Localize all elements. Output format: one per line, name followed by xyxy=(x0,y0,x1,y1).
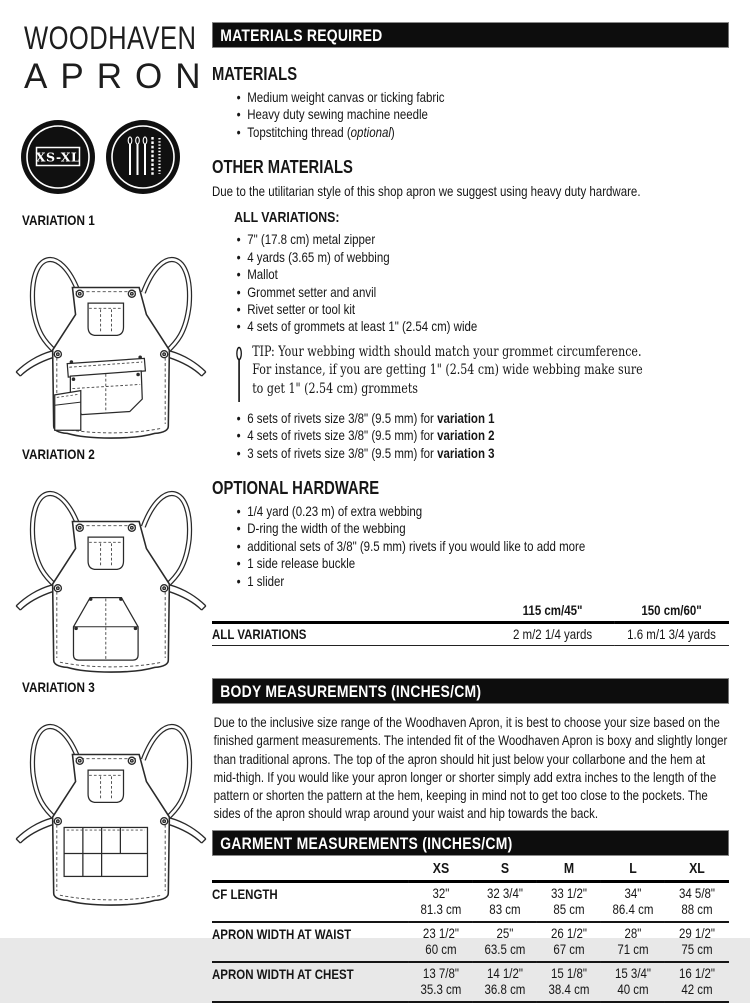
size-range-badge xyxy=(20,119,96,195)
measurement-cell: 16 1/2" 42 cm xyxy=(665,962,729,1002)
measurement-cell: 26 1/2" 67 cm xyxy=(537,922,601,962)
measurement-cell: 34" 86.4 cm xyxy=(601,882,665,923)
yardage-cell: 1.6 m/1 3/4 yards xyxy=(614,623,729,646)
measurement-cell: 23 1/2" 60 cm xyxy=(409,922,473,962)
size-column-header: XS xyxy=(409,858,473,882)
tip-note xyxy=(234,343,729,404)
measurement-cell: 29 1/2" 75 cm xyxy=(665,922,729,962)
variation-3-label: VARIATION 3 xyxy=(22,679,95,695)
list-item: • Medium weight canvas or ticking fabric xyxy=(237,89,729,106)
measurement-cell: 15 1/8" 38.4 cm xyxy=(537,962,601,1002)
size-column-header: XL xyxy=(665,858,729,882)
measurement-cell: 33 1/2" 85 cm xyxy=(537,882,601,923)
variation-1-label: VARIATION 1 xyxy=(22,212,95,228)
rivet-list xyxy=(212,410,729,462)
variation-1-figure xyxy=(12,212,214,444)
list-item: • Grommet setter and anvil xyxy=(237,284,729,301)
variation-2-figure xyxy=(12,446,214,678)
measurement-row-label: APRON WIDTH AT WAIST xyxy=(212,922,409,962)
materials-required-header: MATERIALS REQUIRED xyxy=(212,22,729,48)
garment-measurements-header: GARMENT MEASUREMENTS (INCHES/CM) xyxy=(212,830,729,856)
list-item: • 3 sets of rivets size 3/8" (9.5 mm) for variation 3 xyxy=(237,445,729,462)
fabric-requirements-table xyxy=(212,600,729,646)
fabric-row-label: ALL VARIATIONS xyxy=(212,623,491,646)
garment-measurements-table xyxy=(212,858,729,1003)
list-item: • additional sets of 3/8" (9.5 mm) rivets if you would like to add more xyxy=(237,538,729,555)
instructions-column xyxy=(212,22,729,1003)
needle-icon xyxy=(234,346,244,404)
size-range-label: XS-XL xyxy=(35,149,81,165)
title-line2: APRON xyxy=(24,57,214,96)
apron-drawing-variation-3 xyxy=(12,697,210,911)
list-item: • 1 slider xyxy=(237,573,729,590)
table-header-row xyxy=(212,600,729,623)
measurement-row-label: CF LENGTH xyxy=(212,882,409,923)
list-item: • 4 yards (3.65 m) of webbing xyxy=(237,249,729,266)
size-column-header: M xyxy=(537,858,601,882)
variation-2-label: VARIATION 2 xyxy=(22,446,95,462)
measurement-cell: 32" 81.3 cm xyxy=(409,882,473,923)
all-variations-heading: ALL VARIATIONS: xyxy=(234,209,340,227)
list-item: • 1/4 yard (0.23 m) of extra webbing xyxy=(237,503,729,520)
measurement-row-label: APRON WIDTH AT CHEST xyxy=(212,962,409,1002)
list-item: • D-ring the width of the webbing xyxy=(237,520,729,537)
body-measurements-paragraph: Due to the inclusive size range of the Woodhaven Apron, it is best to choose your size based on the finished garment measurements. The intended fit of the Woodhaven Apron is boxy and slightly longer than traditional aprons. The top of the apron should hit just below your collarbone and the hem at mid-thigh. If you would like your apron longer or shorter simply add extra inches to the length of the pattern or shorten the pattern at the hem, keeping in mind not to get too close to the pockets. The sides of the apron should wrap around your waist and hip towards the back. xyxy=(213,714,728,822)
apron-drawing-variation-2 xyxy=(12,464,210,678)
page-title xyxy=(24,20,239,97)
optional-hardware-list xyxy=(212,503,729,590)
table-row xyxy=(212,623,729,646)
size-column-header: L xyxy=(601,858,665,882)
list-item: • Heavy duty sewing machine needle xyxy=(237,106,729,123)
list-item: • Mallot xyxy=(237,266,729,283)
grid-pocket xyxy=(64,827,147,876)
list-item: • 4 sets of rivets size 3/8" (9.5 mm) for variation 2 xyxy=(237,427,729,444)
list-item: • Rivet setter or tool kit xyxy=(237,301,729,318)
list-item: • 6 sets of rivets size 3/8" (9.5 mm) for variation 1 xyxy=(237,410,729,427)
apron-drawing-variation-1 xyxy=(12,230,210,444)
badges xyxy=(20,119,181,195)
fabric-width-column-header: 150 cm/60" xyxy=(614,600,729,623)
body-measurements-header: BODY MEASUREMENTS (INCHES/CM) xyxy=(212,678,729,704)
size-header-row xyxy=(212,858,729,882)
materials-list xyxy=(212,89,729,141)
side-pocket xyxy=(55,391,81,431)
list-item: • 1 side release buckle xyxy=(237,555,729,572)
measurement-cell: 34 5/8" 88 cm xyxy=(665,882,729,923)
measurement-cell: 15 3/4" 40 cm xyxy=(601,962,665,1002)
other-materials-intro: Due to the utilitarian style of this shop apron we suggest using heavy duty hardware. xyxy=(212,183,641,200)
list-item: • Topstitching thread (optional) xyxy=(237,124,729,141)
list-item: • 4 sets of grommets at least 1" (2.54 cm) wide xyxy=(237,318,729,335)
materials-heading: MATERIALS xyxy=(212,64,298,84)
measurement-cell: 28" 71 cm xyxy=(601,922,665,962)
yardage-cell: 2 m/2 1/4 yards xyxy=(491,623,614,646)
sewing-needles-icon xyxy=(105,119,181,195)
size-column-header: S xyxy=(473,858,537,882)
measurement-cell: 32 3/4" 83 cm xyxy=(473,882,537,923)
all-variations-list xyxy=(212,231,729,335)
table-row xyxy=(212,922,729,962)
tip-text: TIP: Your webbing width should match your grommet circumference. For instance, if you are getting 1" (2.54 cm) wide webbing make sure to get 1" (2.54 cm) grommets xyxy=(252,343,643,397)
table-row xyxy=(212,962,729,1002)
list-item: • 7" (17.8 cm) metal zipper xyxy=(237,231,729,248)
measurement-cell: 25" 63.5 cm xyxy=(473,922,537,962)
table-row xyxy=(212,882,729,923)
measurement-cell: 13 7/8" 35.3 cm xyxy=(409,962,473,1002)
fabric-width-column-header: 115 cm/45" xyxy=(491,600,614,623)
measurement-cell: 14 1/2" 36.8 cm xyxy=(473,962,537,1002)
title-line1: WOODHAVEN xyxy=(24,20,197,56)
optional-hardware-heading: OPTIONAL HARDWARE xyxy=(212,478,380,499)
other-materials-heading: OTHER MATERIALS xyxy=(212,157,353,178)
variation-3-figure xyxy=(12,679,214,911)
